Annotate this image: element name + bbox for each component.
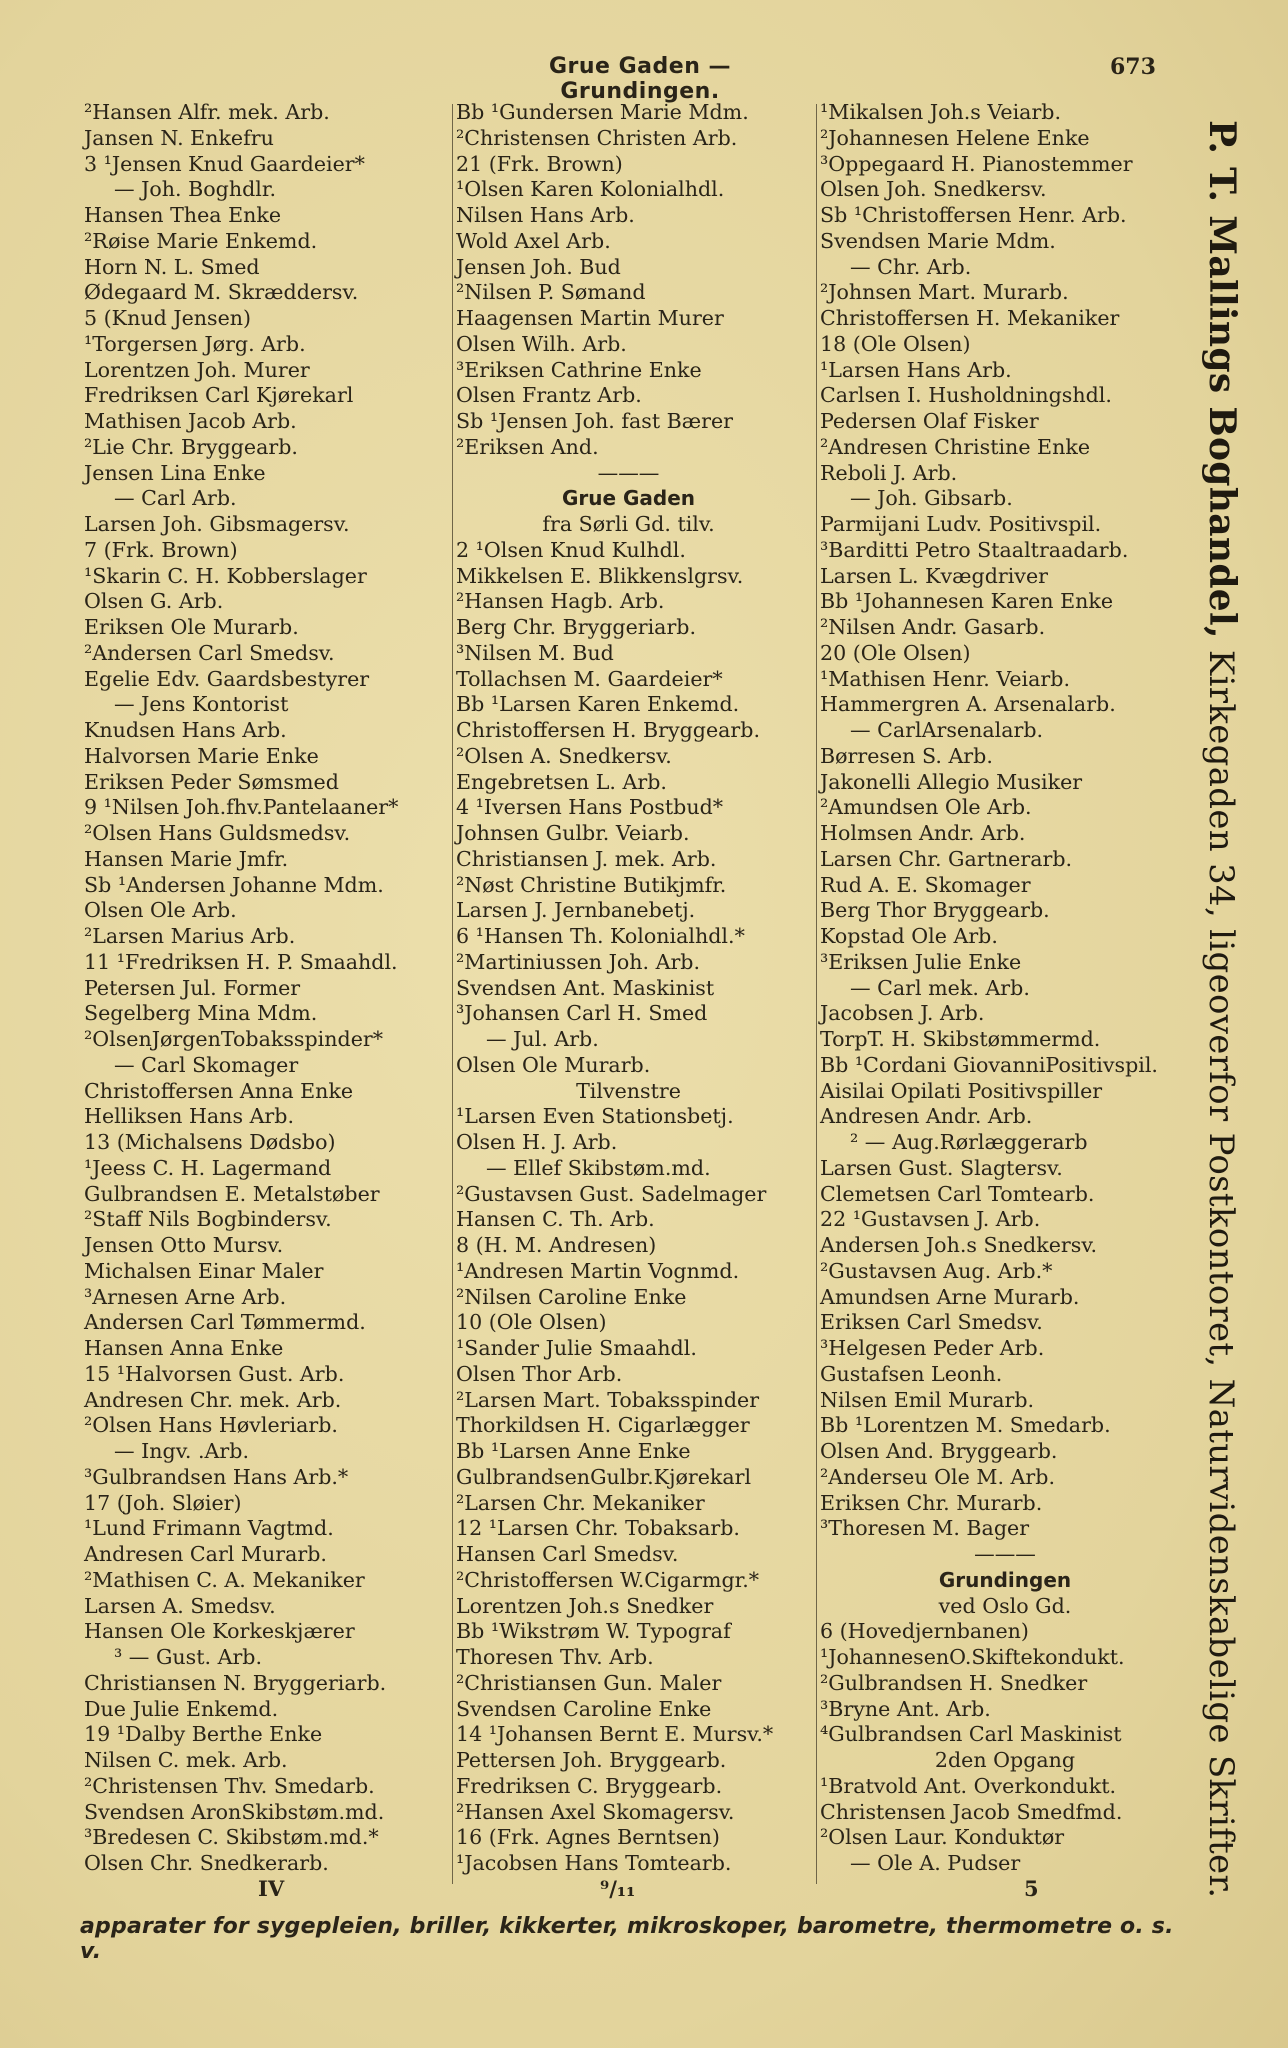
directory-entry: Segelberg Mina Mdm. bbox=[84, 1001, 318, 1026]
directory-entry: ——— bbox=[597, 460, 660, 485]
directory-entry: 7 (Frk. Brown) bbox=[84, 537, 238, 562]
directory-entry: Egelie Edv. Gaardsbestyrer bbox=[84, 666, 370, 691]
directory-entry: Andresen Andr. Arb. bbox=[820, 1104, 1033, 1129]
directory-entry: Olsen Wilh. Arb. bbox=[456, 331, 627, 356]
directory-entry: ³Nilsen M. Bud bbox=[456, 640, 614, 665]
directory-entry: Eriksen Peder Sømsmed bbox=[84, 769, 339, 794]
directory-entry: ²Mathisen C. A. Mekaniker bbox=[84, 1567, 365, 1592]
directory-entry: Bb ¹Larsen Anne Enke bbox=[456, 1439, 691, 1463]
directory-entry: Svendsen Ant. Maskinist bbox=[456, 975, 715, 1000]
directory-entry: Olsen Frantz Arb. bbox=[456, 383, 642, 408]
directory-entry: Jensen Lina Enke bbox=[84, 460, 266, 485]
directory-entry: — Jens Kontorist bbox=[114, 692, 289, 717]
directory-entry: ¹Olsen Karen Kolonialhdl. bbox=[456, 177, 725, 202]
directory-entry: Johnsen Gulbr. Veiarb. bbox=[456, 821, 690, 845]
directory-entry: Andersen Joh.s Snedkersv. bbox=[820, 1233, 1098, 1257]
directory-entry: 3 ¹Jensen Knud Gaardeier* bbox=[84, 151, 365, 176]
directory-entry: ³ — Gust. Arb. bbox=[114, 1645, 263, 1669]
directory-entry: ²Andersen Carl Smedsv. bbox=[84, 640, 335, 665]
directory-entry: Bb ¹Johannesen Karen Enke bbox=[820, 589, 1114, 614]
page-title: Grue Gaden — Grundingen. bbox=[548, 54, 732, 104]
directory-entry: — Carl mek. Arb. bbox=[850, 975, 1030, 1000]
directory-entry: ²Staff Nils Bogbindersv. bbox=[84, 1207, 332, 1232]
directory-entry: Larsen J. Jernbanebetj. bbox=[456, 898, 696, 923]
directory-entry: Svendsen AronSkibstøm.md. bbox=[84, 1799, 385, 1824]
directory-entry: Grundingen bbox=[938, 1567, 1072, 1592]
directory-entry: ²Olsen Hans Høvleriarb. bbox=[84, 1413, 338, 1438]
directory-entry: ¹Larsen Even Stationsbetj. bbox=[456, 1104, 734, 1129]
directory-entry: Christiansen N. Bryggeriarb. bbox=[84, 1670, 387, 1695]
directory-entry: Jacobsen J. Arb. bbox=[820, 1001, 985, 1026]
directory-entry: ¹Mikalsen Joh.s Veiarb. bbox=[820, 100, 1062, 124]
directory-entry: ²Christoffersen W.Cigarmgr.* bbox=[456, 1567, 760, 1592]
directory-entry: ³Thoresen M. Bager bbox=[820, 1516, 1030, 1541]
directory-entry: Clemetsen Carl Tomtearb. bbox=[820, 1181, 1095, 1206]
directory-entry: Hansen Thea Enke bbox=[84, 203, 282, 227]
directory-entry: — Jul. Arb. bbox=[486, 1027, 599, 1051]
directory-entry: Engebretsen L. Arb. bbox=[456, 769, 667, 794]
directory-entry: Olsen Ole Murarb. bbox=[456, 1052, 651, 1077]
directory-entry: Larsen A. Smedsv. bbox=[84, 1593, 276, 1618]
page-number: 673 bbox=[1110, 54, 1156, 80]
directory-entry: Halvorsen Marie Enke bbox=[84, 743, 319, 768]
directory-entry: Nilsen Emil Murarb. bbox=[820, 1387, 1035, 1412]
directory-entry: ²Larsen Mart. Tobaksspinder bbox=[456, 1387, 760, 1412]
bottom-advertisement: apparater for sygepleien, briller, kikkerter, mikroskoper, barometre, thermometre o. s. v. bbox=[80, 1914, 1174, 1964]
directory-entry: 13 (Michalsens Dødsbo) bbox=[84, 1130, 336, 1154]
directory-entry: Tilvenstre bbox=[576, 1078, 681, 1103]
directory-entry: Eriksen Carl Smedsv. bbox=[820, 1310, 1043, 1335]
directory-entry: Amundsen Arne Murarb. bbox=[820, 1284, 1080, 1309]
directory-entry: Pedersen Olaf Fisker bbox=[820, 409, 1039, 433]
directory-entry: ²Nilsen Caroline Enke bbox=[456, 1284, 687, 1309]
directory-entry: Petersen Jul. Former bbox=[84, 975, 301, 1000]
directory-entry: ²Johannesen Helene Enke bbox=[820, 125, 1090, 150]
directory-entry: Andresen Carl Murarb. bbox=[84, 1542, 327, 1566]
directory-entry: Mathisen Jacob Arb. bbox=[84, 409, 297, 433]
directory-entry: ——— bbox=[974, 1542, 1036, 1566]
directory-entry: ²Anderseu Ole M. Arb. bbox=[820, 1464, 1055, 1489]
directory-entry: Andresen Chr. mek. Arb. bbox=[84, 1387, 342, 1412]
footer-mark-left: IV bbox=[258, 1876, 285, 1901]
directory-entry: ²Hansen Alfr. mek. Arb. bbox=[84, 100, 330, 124]
directory-entry: Sb ¹Andersen Johanne Mdm. bbox=[84, 872, 384, 897]
directory-entry: ³Johansen Carl H. Smed bbox=[456, 1001, 708, 1026]
directory-entry: Larsen L. Kvægdriver bbox=[820, 563, 1048, 588]
directory-entry: 10 (Ole Olsen) bbox=[456, 1310, 607, 1335]
directory-entry: Christoffersen H. Bryggearb. bbox=[456, 718, 760, 742]
directory-entry: Larsen Chr. Gartnerarb. bbox=[820, 846, 1073, 871]
directory-entry: 15 ¹Halvorsen Gust. Arb. bbox=[84, 1361, 345, 1386]
directory-entry: Hansen C. Th. Arb. bbox=[456, 1207, 655, 1232]
side-ad-text: Kirkegaden 34, ligeoverfor Postkontoret, Naturvidenskabelige Skrifter. bbox=[1201, 638, 1241, 1899]
directory-entry: 11 ¹Fredriksen H. P. Smaahdl. bbox=[84, 949, 398, 974]
directory-entry: ¹Jeess C. H. Lagermand bbox=[84, 1155, 332, 1180]
directory-entry: — Joh. Gibsarb. bbox=[850, 486, 1013, 511]
directory-entry: ²Christiansen Gun. Maler bbox=[456, 1670, 722, 1695]
directory-entry: ³Eriksen Julie Enke bbox=[820, 949, 1022, 974]
directory-entry: ²Hansen Hagb. Arb. bbox=[456, 589, 665, 614]
footer-mark-right: 5 bbox=[1024, 1876, 1039, 1901]
directory-entry: Olsen H. J. Arb. bbox=[456, 1130, 618, 1154]
directory-entry: Berg Chr. Bryggeriarb. bbox=[456, 615, 697, 639]
directory-entry: ²Røise Marie Enkemd. bbox=[84, 228, 318, 253]
directory-entry: ²Andresen Christine Enke bbox=[820, 434, 1091, 459]
directory-entry: Haagensen Martin Murer bbox=[456, 306, 724, 330]
column-divider bbox=[816, 104, 817, 1884]
directory-entry: ved Oslo Gd. bbox=[938, 1593, 1072, 1618]
directory-entry: Christoffersen Anna Enke bbox=[84, 1078, 354, 1103]
column-divider bbox=[452, 104, 453, 1884]
directory-entry: ¹Skarin C. H. Kobberslager bbox=[84, 563, 367, 588]
directory-entry: — Ellef Skibstøm.md. bbox=[486, 1155, 711, 1180]
directory-entry: Hansen Marie Jmfr. bbox=[84, 846, 289, 871]
directory-entry: — Ole A. Pudser bbox=[850, 1851, 1021, 1875]
directory-entry: Aisilai Opilati Positivspiller bbox=[820, 1078, 1103, 1103]
directory-entry: — Carl Skomager bbox=[114, 1052, 299, 1077]
directory-entry: Hansen Anna Enke bbox=[84, 1336, 284, 1360]
directory-entry: Eriksen Ole Murarb. bbox=[84, 615, 299, 639]
directory-entry: 21 (Frk. Brown) bbox=[456, 151, 623, 176]
directory-entry: Bb ¹Cordani GiovanniPositivspil. bbox=[820, 1052, 1158, 1077]
directory-entry: Bb ¹Wikstrøm W. Typograf bbox=[456, 1619, 731, 1644]
directory-entry: Christiansen J. mek. Arb. bbox=[456, 846, 717, 871]
directory-entry: Gustafsen Leonh. bbox=[820, 1361, 1003, 1386]
directory-entry: Olsen Thor Arb. bbox=[456, 1361, 623, 1386]
directory-entry: 16 (Frk. Agnes Berntsen) bbox=[456, 1825, 720, 1850]
directory-entry: 17 (Joh. Sløier) bbox=[84, 1490, 242, 1515]
directory-entry: Wold Axel Arb. bbox=[456, 228, 611, 253]
directory-entry: Christoffersen H. Mekaniker bbox=[820, 306, 1120, 330]
directory-entry: Nilsen Hans Arb. bbox=[456, 203, 635, 227]
directory-entry: ²Gustavsen Gust. Sadelmager bbox=[456, 1181, 767, 1206]
directory-entry: ²Olsen Hans Guldsmedsv. bbox=[84, 821, 351, 845]
directory-entry: ²Christensen Christen Arb. bbox=[456, 125, 738, 150]
directory-entry: Fredriksen C. Bryggearb. bbox=[456, 1773, 723, 1798]
directory-entry: — Ingv. .Arb. bbox=[114, 1439, 249, 1463]
directory-entry: — Carl Arb. bbox=[114, 486, 237, 511]
directory-entry: ² — Aug.Rørlæggerarb bbox=[850, 1130, 1088, 1154]
directory-entry: ²Nøst Christine Butikjmfr. bbox=[456, 872, 727, 897]
directory-entry: ³Oppegaard H. Pianostemmer bbox=[820, 151, 1133, 176]
directory-entry: ²Larsen Marius Arb. bbox=[84, 924, 296, 948]
directory-entry: 22 ¹Gustavsen J. Arb. bbox=[820, 1207, 1041, 1232]
directory-entry: Mikkelsen E. Blikkenslgrsv. bbox=[456, 563, 744, 588]
directory-entry: Børresen S. Arb. bbox=[820, 743, 993, 768]
directory-entry: Pettersen Joh. Bryggearb. bbox=[456, 1748, 727, 1772]
directory-entry: 8 (H. M. Andresen) bbox=[456, 1233, 657, 1257]
directory-entry: Olsen G. Arb. bbox=[84, 589, 224, 614]
directory-entry: 14 ¹Johansen Bernt E. Mursv.* bbox=[456, 1722, 774, 1747]
directory-entry: ²Gustavsen Aug. Arb.* bbox=[820, 1258, 1053, 1283]
directory-entry: 6 (Hovedjernbanen) bbox=[820, 1619, 1029, 1644]
directory-entry: ²Olsen A. Snedkersv. bbox=[456, 743, 672, 768]
directory-entry: 12 ¹Larsen Chr. Tobaksarb. bbox=[456, 1516, 740, 1541]
directory-entry: Hansen Ole Korkeskjærer bbox=[84, 1619, 355, 1644]
directory-entry: 20 (Ole Olsen) bbox=[820, 640, 971, 665]
directory-entry: Gulbrandsen E. Metalstøber bbox=[84, 1181, 380, 1206]
directory-entry: ⁴Gulbrandsen Carl Maskinist bbox=[820, 1722, 1122, 1747]
directory-entry: ²Amundsen Ole Arb. bbox=[820, 795, 1032, 820]
directory-entry: ¹Andresen Martin Vognmd. bbox=[456, 1258, 740, 1283]
directory-entry: Parmijani Ludv. Positivspil. bbox=[820, 512, 1102, 536]
directory-column-1 bbox=[84, 100, 429, 1877]
directory-entry: Rud A. E. Skomager bbox=[820, 872, 1031, 897]
directory-entry: ³Helgesen Peder Arb. bbox=[820, 1336, 1045, 1360]
directory-entry: Svendsen Caroline Enke bbox=[456, 1696, 712, 1721]
directory-entry: ¹Larsen Hans Arb. bbox=[820, 357, 1012, 382]
directory-entry: Larsen Joh. Gibsmagersv. bbox=[84, 512, 350, 536]
directory-entry: ³Bredesen C. Skibstøm.md.* bbox=[84, 1825, 379, 1850]
directory-entry: Jansen N. Enkefru bbox=[84, 125, 274, 150]
directory-entry: Thorkildsen H. Cigarlægger bbox=[456, 1413, 750, 1438]
directory-entry: 19 ¹Dalby Berthe Enke bbox=[84, 1722, 323, 1747]
directory-entry: ²Larsen Chr. Mekaniker bbox=[456, 1490, 705, 1515]
directory-entry: Horn N. L. Smed bbox=[84, 254, 260, 279]
directory-entry: Eriksen Chr. Murarb. bbox=[820, 1490, 1043, 1515]
directory-entry: ¹Sander Julie Smaahdl. bbox=[456, 1336, 697, 1360]
directory-entry: 6 ¹Hansen Th. Kolonialhdl.* bbox=[456, 924, 745, 948]
directory-entry: fra Sørli Gd. tilv. bbox=[542, 512, 715, 536]
directory-entry: 2 ¹Olsen Knud Kulhdl. bbox=[456, 537, 686, 562]
directory-entry: Jensen Otto Mursv. bbox=[84, 1233, 284, 1257]
directory-entry: ²OlsenJørgenTobaksspinder* bbox=[84, 1027, 384, 1051]
directory-entry: Bb ¹Larsen Karen Enkemd. bbox=[456, 692, 740, 717]
directory-entry: Knudsen Hans Arb. bbox=[84, 718, 287, 742]
directory-entry: ²Gulbrandsen H. Snedker bbox=[820, 1670, 1088, 1695]
directory-entry: ³Bryne Ant. Arb. bbox=[820, 1696, 991, 1721]
directory-entry: Olsen And. Bryggearb. bbox=[820, 1439, 1058, 1463]
directory-entry: Christensen Jacob Smedfmd. bbox=[820, 1799, 1123, 1824]
directory-entry: Jensen Joh. Bud bbox=[456, 254, 621, 279]
directory-entry: ³Gulbrandsen Hans Arb.* bbox=[84, 1464, 349, 1489]
directory-entry: — Chr. Arb. bbox=[850, 254, 972, 279]
directory-entry: ¹Torgersen Jørg. Arb. bbox=[84, 331, 306, 356]
directory-entry: Hansen Carl Smedsv. bbox=[456, 1542, 679, 1566]
directory-entry: Bb ¹Gundersen Marie Mdm. bbox=[456, 100, 749, 124]
directory-entry: ¹JohannesenO.Skiftekondukt. bbox=[820, 1645, 1125, 1669]
directory-entry: ²Olsen Laur. Konduktør bbox=[820, 1825, 1065, 1850]
directory-column-3 bbox=[820, 100, 1190, 1877]
directory-entry: Bb ¹Lorentzen M. Smedarb. bbox=[820, 1413, 1111, 1438]
directory-entry: ³Barditti Petro Staaltraadarb. bbox=[820, 537, 1129, 562]
directory-entry: 5 (Knud Jensen) bbox=[84, 306, 252, 330]
side-advertisement bbox=[1195, 120, 1245, 1899]
directory-entry: 18 (Ole Olsen) bbox=[820, 331, 971, 356]
directory-entry: Ødegaard M. Skræddersv. bbox=[84, 280, 359, 305]
directory-entry: Grue Gaden bbox=[561, 486, 696, 511]
directory-entry: Reboli J. Arb. bbox=[820, 460, 958, 485]
directory-entry: Berg Thor Bryggearb. bbox=[820, 898, 1050, 923]
directory-entry: Thoresen Thv. Arb. bbox=[456, 1645, 654, 1669]
directory-entry: Nilsen C. mek. Arb. bbox=[84, 1748, 288, 1772]
directory-entry: Andersen Carl Tømmermd. bbox=[84, 1310, 366, 1335]
directory-entry: ²Hansen Axel Skomagersv. bbox=[456, 1799, 735, 1824]
directory-entry: Due Julie Enkemd. bbox=[84, 1696, 279, 1721]
directory-entry: ²Eriksen And. bbox=[456, 434, 599, 459]
directory-entry: 9 ¹Nilsen Joh.fhv.Pantelaaner* bbox=[84, 795, 399, 820]
directory-entry: Helliksen Hans Arb. bbox=[84, 1104, 295, 1129]
directory-entry: Lorentzen Joh.s Snedker bbox=[456, 1593, 714, 1618]
directory-entry: ²Johnsen Mart. Murarb. bbox=[820, 280, 1069, 305]
directory-entry: Sb ¹Christoffersen Henr. Arb. bbox=[820, 203, 1127, 227]
directory-entry: 4 ¹Iversen Hans Postbud* bbox=[456, 795, 724, 820]
directory-entry: GulbrandsenGulbr.Kjørekarl bbox=[456, 1464, 752, 1489]
directory-entry: ¹Lund Frimann Vagtmd. bbox=[84, 1516, 334, 1541]
directory-entry: Fredriksen Carl Kjørekarl bbox=[84, 383, 354, 408]
directory-entry: ²Christensen Thv. Smedarb. bbox=[84, 1773, 375, 1798]
directory-entry: Jakonelli Allegio Musiker bbox=[820, 769, 1083, 794]
directory-entry: ³Eriksen Cathrine Enke bbox=[456, 357, 702, 382]
directory-entry: Olsen Joh. Snedkersv. bbox=[820, 177, 1047, 202]
directory-entry: Holmsen Andr. Arb. bbox=[820, 821, 1026, 845]
directory-entry: TorpT. H. Skibstømmermd. bbox=[820, 1027, 1101, 1051]
directory-entry: — Joh. Boghdlr. bbox=[114, 177, 277, 202]
directory-entry: 2den Opgang bbox=[934, 1748, 1076, 1772]
directory-entry: ²Nilsen P. Sømand bbox=[456, 280, 646, 305]
directory-entry: Olsen Chr. Snedkerarb. bbox=[84, 1851, 329, 1875]
directory-entry: ¹Mathisen Henr. Veiarb. bbox=[820, 666, 1070, 691]
directory-entry: Tollachsen M. Gaardeier* bbox=[456, 666, 723, 691]
directory-entry: Svendsen Marie Mdm. bbox=[820, 228, 1056, 253]
directory-entry: ²Martiniussen Joh. Arb. bbox=[456, 949, 701, 974]
footer-mark-middle: ⁹/₁₁ bbox=[600, 1876, 636, 1901]
directory-entry: ²Nilsen Andr. Gasarb. bbox=[820, 615, 1046, 639]
directory-entry: Lorentzen Joh. Murer bbox=[84, 357, 310, 382]
directory-entry: ²Lie Chr. Bryggearb. bbox=[84, 434, 298, 459]
directory-column-2 bbox=[456, 100, 801, 1877]
directory-entry: Kopstad Ole Arb. bbox=[820, 924, 998, 948]
directory-entry: Larsen Gust. Slagtersv. bbox=[820, 1155, 1063, 1180]
directory-entry: ¹Bratvold Ant. Overkondukt. bbox=[820, 1773, 1117, 1798]
directory-entry: ³Arnesen Arne Arb. bbox=[84, 1284, 287, 1309]
directory-entry: Carlsen I. Husholdningshdl. bbox=[820, 383, 1112, 408]
directory-entry: ¹Jacobsen Hans Tomtearb. bbox=[456, 1851, 732, 1875]
directory-entry: — CarlArsenalarb. bbox=[850, 718, 1044, 742]
side-ad-name: P. T. Mallings Boghandel, bbox=[1201, 120, 1243, 639]
directory-entry: Hammergren A. Arsenalarb. bbox=[820, 692, 1116, 717]
directory-entry: Michalsen Einar Maler bbox=[84, 1258, 324, 1283]
directory-entry: Olsen Ole Arb. bbox=[84, 898, 237, 923]
directory-entry: Sb ¹Jensen Joh. fast Bærer bbox=[456, 409, 734, 433]
